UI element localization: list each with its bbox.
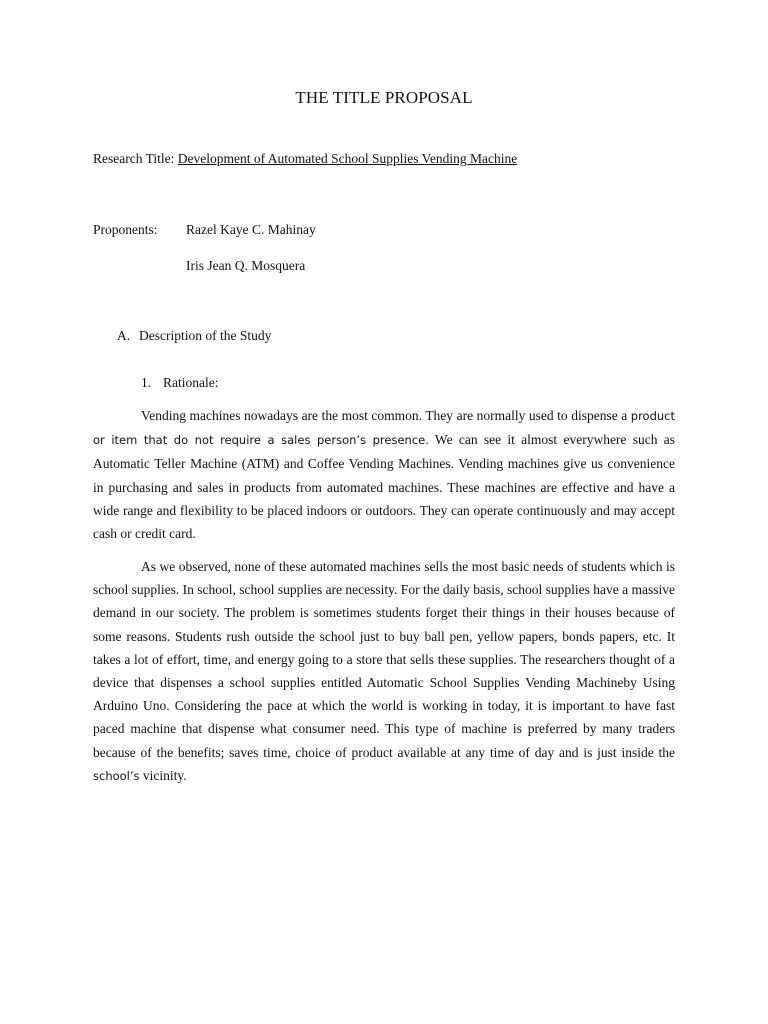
paragraph-text-sans: product or item that do not require a sales person’s presence. — [93, 409, 675, 448]
section-number: A. — [117, 328, 131, 343]
subsection-heading — [141, 375, 218, 391]
proponent-name: Razel Kaye C. Mahinay — [186, 222, 316, 237]
paragraph-text-sans: school’s — [93, 768, 140, 783]
research-title-label: Research Title: — [93, 151, 175, 166]
paragraph-text: We can see it almost everywhere such as Automatic Teller Machine (ATM) and Coffee Vending Machines. Vending machines give us convenience in purchasing and sales in products from automated machines. These machines are effective and have a wide range and flexibility to be placed indoors or outdoors. They can operate continuously and may accept cash or credit card. — [93, 432, 675, 542]
section-heading — [117, 328, 271, 344]
proponents-label: Proponents: — [93, 222, 158, 237]
subsection-number: 1. — [141, 375, 152, 390]
paragraph-text: Vending machines nowadays are the most common. They are normally used to dispense a — [141, 408, 631, 423]
research-title-value: Development of Automated School Supplies Vending Machine — [177, 151, 518, 166]
paragraph-text: As we observed, none of these automated machines sells the most basic needs of students which is school supplies. In school, school supplies are necessity. For the daily basis, school supplies have a massive demand in our society. The problem is sometimes students forget their things in their houses because of some reasons. Students rush outside the school just to buy ball pen, yellow papers, bonds papers, etc. It takes a lot of effort, time, and energy going to a store that sells these supplies. The researchers thought of a device that dispenses a school supplies entitled Automatic School Supplies Vending Machineby Using Arduino Uno. Considering the pace at which the world is working in today, it is important to have fast paced machine that dispense what consumer need. This type of machine is preferred by many traders because of the benefits; saves time, choice of product available at any time of day and is just inside the — [93, 559, 675, 760]
rationale-paragraph-2 — [93, 555, 675, 788]
rationale-paragraph-1 — [93, 404, 675, 545]
paragraph-text: vicinity. — [139, 767, 187, 783]
section-title: Description of the Study — [139, 328, 272, 343]
research-title-line — [93, 151, 517, 167]
proponent-name: Iris Jean Q. Mosquera — [186, 258, 306, 273]
document-title: THE TITLE PROPOSAL — [295, 88, 473, 107]
subsection-title: Rationale: — [163, 375, 219, 390]
